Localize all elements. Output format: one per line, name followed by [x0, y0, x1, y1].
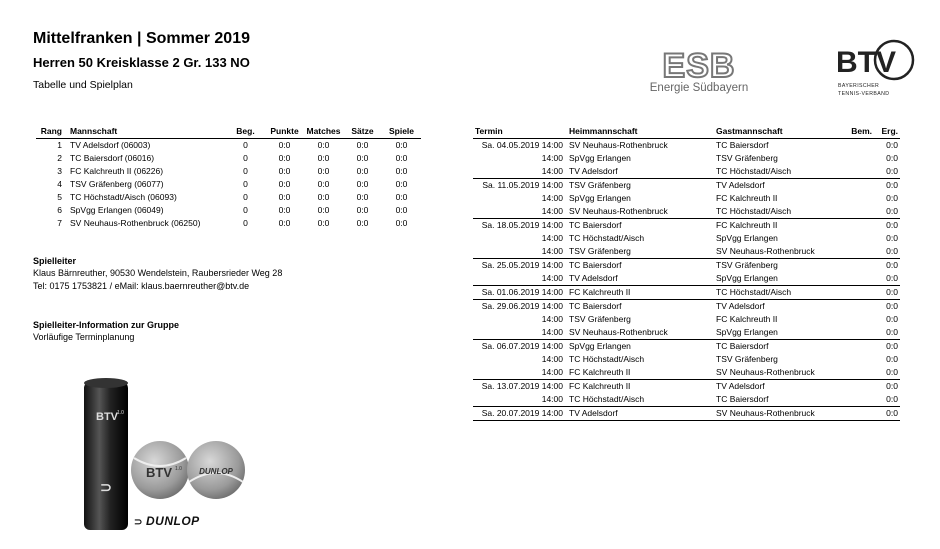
standings-row — [36, 178, 421, 191]
punkte-cell: 0:0 — [278, 166, 291, 176]
result-cell: 0:0 — [874, 219, 900, 233]
guest-team-cell: SpVgg Erlangen — [716, 233, 778, 243]
punkte-cell: 0:0 — [278, 192, 291, 202]
schedule-row — [473, 152, 900, 165]
bem-cell — [842, 192, 874, 205]
home-team-cell: TC Baiersdorf — [567, 259, 714, 273]
guest-team-cell: TSV Gräfenberg — [716, 354, 778, 364]
result-cell: 0:0 — [886, 314, 898, 324]
result-cell: 0:0 — [886, 206, 898, 216]
team-cell: SpVgg Erlangen (06049) — [70, 205, 164, 215]
team-cell: TC Baiersdorf (06016) — [70, 153, 155, 163]
result-cell: 0:0 — [886, 367, 898, 377]
ball-brand-text: DUNLOP — [199, 467, 233, 476]
bem-cell — [842, 219, 874, 233]
btv-logo — [832, 34, 918, 102]
ball-logo-number: 1.0 — [175, 466, 182, 472]
standings-row — [36, 191, 421, 204]
beg-cell: 0 — [243, 205, 248, 215]
bem-cell — [842, 353, 874, 366]
col-beg: Beg. — [226, 125, 265, 139]
punkte-cell: 0:0 — [278, 179, 291, 189]
punkte-cell: 0:0 — [278, 205, 291, 215]
result-cell: 0:0 — [886, 327, 898, 337]
schedule-row — [473, 192, 900, 205]
guest-team-cell: TV Adelsdorf — [714, 380, 842, 394]
col-punkte: Punkte — [265, 125, 304, 139]
home-team-cell: TV Adelsdorf — [569, 273, 618, 283]
matches-cell: 0:0 — [317, 140, 330, 150]
esb-logo-subtitle: Energie Südbayern — [649, 82, 749, 94]
col-spiele: Spiele — [382, 125, 421, 139]
guest-team-cell: TC Höchstadt/Aisch — [716, 206, 792, 216]
home-team-cell: TSV Gräfenberg — [567, 179, 714, 193]
schedule-row — [473, 366, 900, 380]
team-cell: TC Höchstadt/Aisch (06093) — [70, 192, 177, 202]
page-caption: Tabelle und Spielplan — [33, 79, 133, 91]
col-termin: Termin — [473, 125, 567, 139]
beg-cell: 0 — [243, 192, 248, 202]
home-team-cell: TC Baiersdorf — [567, 300, 714, 314]
schedule-row — [473, 219, 900, 233]
can-logo-text: BTV — [96, 411, 118, 423]
col-heimmannschaft: Heimmannschaft — [567, 125, 714, 139]
saetze-cell: 0:0 — [356, 192, 369, 202]
schedule-row — [473, 139, 900, 153]
schedule-row — [473, 407, 900, 421]
home-team-cell: TV Adelsdorf — [567, 407, 714, 421]
termin-cell: Sa. 01.06.2019 14:00 — [473, 286, 567, 300]
termin-cell: 14:00 — [541, 354, 563, 364]
bem-cell — [842, 272, 874, 286]
guest-team-cell: FC Kalchreuth II — [716, 314, 778, 324]
col-mannschaft: Mannschaft — [68, 125, 226, 139]
beg-cell: 0 — [243, 179, 248, 189]
esb-logo — [646, 46, 752, 94]
bem-cell — [842, 326, 874, 340]
termin-cell: Sa. 25.05.2019 14:00 — [473, 259, 567, 273]
schedule-header-row — [473, 125, 900, 139]
home-team-cell: TC Höchstadt/Aisch — [569, 233, 645, 243]
termin-cell: 14:00 — [541, 314, 563, 324]
guest-team-cell: TC Höchstadt/Aisch — [714, 286, 842, 300]
spiele-cell: 0:0 — [395, 153, 408, 163]
spiele-cell: 0:0 — [395, 192, 408, 202]
guest-team-cell: TV Adelsdorf — [714, 179, 842, 193]
col-gastmannschaft: Gastmannschaft — [714, 125, 842, 139]
home-team-cell: FC Kalchreuth II — [567, 286, 714, 300]
schedule-row — [473, 380, 900, 394]
schedule-row — [473, 245, 900, 259]
matches-cell: 0:0 — [317, 153, 330, 163]
team-cell: TSV Gräfenberg (06077) — [70, 179, 164, 189]
termin-cell: 14:00 — [541, 327, 563, 337]
home-team-cell: SpVgg Erlangen — [567, 340, 714, 354]
spiele-cell: 0:0 — [395, 179, 408, 189]
result-cell: 0:0 — [874, 139, 900, 153]
saetze-cell: 0:0 — [356, 218, 369, 228]
home-team-cell: SV Neuhaus-Rothenbruck — [569, 327, 668, 337]
result-cell: 0:0 — [874, 380, 900, 394]
termin-cell: Sa. 13.07.2019 14:00 — [473, 380, 567, 394]
guest-team-cell: TV Adelsdorf — [714, 300, 842, 314]
standings-row — [36, 152, 421, 165]
home-team-cell: TV Adelsdorf — [569, 166, 618, 176]
saetze-cell: 0:0 — [356, 205, 369, 215]
saetze-cell: 0:0 — [356, 153, 369, 163]
team-cell: SV Neuhaus-Rothenbruck (06250) — [70, 218, 201, 228]
guest-team-cell: SV Neuhaus-Rothenbruck — [716, 246, 815, 256]
schedule-row — [473, 313, 900, 326]
guest-team-cell: TSV Gräfenberg — [716, 153, 778, 163]
guest-team-cell: FC Kalchreuth II — [716, 193, 778, 203]
schedule-table — [473, 125, 900, 421]
bem-cell — [842, 165, 874, 179]
termin-cell: 14:00 — [541, 246, 563, 256]
bem-cell — [842, 245, 874, 259]
punkte-cell: 0:0 — [278, 218, 291, 228]
schedule-row — [473, 272, 900, 286]
matches-cell: 0:0 — [317, 166, 330, 176]
svg-text:⊃: ⊃ — [134, 517, 143, 528]
result-cell: 0:0 — [886, 193, 898, 203]
result-cell: 0:0 — [886, 153, 898, 163]
schedule-row — [473, 165, 900, 179]
ball-can — [84, 382, 128, 530]
result-cell: 0:0 — [874, 179, 900, 193]
bem-cell — [842, 380, 874, 394]
home-team-cell: TSV Gräfenberg — [569, 246, 631, 256]
bem-cell — [842, 407, 874, 421]
home-team-cell: SV Neuhaus-Rothenbruck — [569, 206, 668, 216]
leader-address: Klaus Bärnreuther, 90530 Wendelstein, Raubersrieder Weg 28 — [33, 268, 283, 278]
schedule-row — [473, 286, 900, 300]
home-team-cell: FC Kalchreuth II — [569, 367, 631, 377]
schedule-row — [473, 259, 900, 273]
page-title: Mittelfranken | Sommer 2019 — [33, 30, 250, 47]
schedule-row — [473, 179, 900, 193]
standings-row — [36, 139, 421, 153]
leader-contact: Tel: 0175 1753821 / eMail: klaus.baernreuther@btv.de — [33, 281, 250, 291]
home-team-cell: SpVgg Erlangen — [569, 193, 631, 203]
spiele-cell: 0:0 — [395, 166, 408, 176]
tennis-balls-image — [76, 374, 248, 534]
matches-cell: 0:0 — [317, 179, 330, 189]
home-team-cell: SV Neuhaus-Rothenbruck — [567, 139, 714, 153]
termin-cell: Sa. 20.07.2019 14:00 — [473, 407, 567, 421]
col-bem: Bem. — [842, 125, 874, 139]
btv-logo-sub1: BAYERISCHER — [838, 83, 880, 89]
schedule-row — [473, 205, 900, 219]
result-cell: 0:0 — [874, 259, 900, 273]
home-team-cell: FC Kalchreuth II — [567, 380, 714, 394]
guest-team-cell: TC Höchstadt/Aisch — [716, 166, 792, 176]
team-cell: TV Adelsdorf (06003) — [70, 140, 151, 150]
ball-logo-text: BTV — [146, 465, 172, 480]
btv-logo-sub2: TENNIS-VERBAND — [838, 91, 890, 97]
guest-team-cell: SpVgg Erlangen — [716, 273, 778, 283]
col-matches: Matches — [304, 125, 343, 139]
matches-cell: 0:0 — [317, 192, 330, 202]
termin-cell: Sa. 04.05.2019 14:00 — [473, 139, 567, 153]
rank-cell: 2 — [57, 153, 62, 163]
termin-cell: 14:00 — [541, 273, 563, 283]
result-cell: 0:0 — [886, 394, 898, 404]
standings-row — [36, 165, 421, 178]
schedule-row — [473, 232, 900, 245]
standings-row — [36, 204, 421, 217]
bem-cell — [842, 313, 874, 326]
home-team-cell: SpVgg Erlangen — [569, 153, 631, 163]
result-cell: 0:0 — [874, 340, 900, 354]
saetze-cell: 0:0 — [356, 179, 369, 189]
result-cell: 0:0 — [886, 246, 898, 256]
result-cell: 0:0 — [874, 286, 900, 300]
bem-cell — [842, 232, 874, 245]
guest-team-cell: TC Baiersdorf — [714, 139, 842, 153]
matches-cell: 0:0 — [317, 218, 330, 228]
svg-text:⊃: ⊃ — [100, 479, 112, 495]
home-team-cell: TSV Gräfenberg — [569, 314, 631, 324]
home-team-cell: TC Höchstadt/Aisch — [569, 354, 645, 364]
bem-cell — [842, 139, 874, 153]
bem-cell — [842, 393, 874, 407]
home-team-cell: TC Baiersdorf — [567, 219, 714, 233]
result-cell: 0:0 — [886, 354, 898, 364]
termin-cell: Sa. 06.07.2019 14:00 — [473, 340, 567, 354]
col-erg: Erg. — [874, 125, 900, 139]
home-team-cell: TC Höchstadt/Aisch — [569, 394, 645, 404]
standings-table — [36, 125, 421, 230]
termin-cell: 14:00 — [541, 153, 563, 163]
rank-cell: 7 — [57, 218, 62, 228]
termin-cell: Sa. 11.05.2019 14:00 — [473, 179, 567, 193]
schedule-row — [473, 326, 900, 340]
termin-cell: 14:00 — [541, 206, 563, 216]
guest-team-cell: SV Neuhaus-Rothenbruck — [714, 407, 842, 421]
guest-team-cell: TSV Gräfenberg — [714, 259, 842, 273]
guest-team-cell: SV Neuhaus-Rothenbruck — [716, 367, 815, 377]
result-cell: 0:0 — [886, 233, 898, 243]
bem-cell — [842, 152, 874, 165]
spiele-cell: 0:0 — [395, 218, 408, 228]
punkte-cell: 0:0 — [278, 153, 291, 163]
termin-cell: 14:00 — [541, 233, 563, 243]
result-cell: 0:0 — [874, 407, 900, 421]
termin-cell: Sa. 29.06.2019 14:00 — [473, 300, 567, 314]
league-title: Herren 50 Kreisklasse 2 Gr. 133 NO — [33, 55, 250, 70]
guest-team-cell: TC Baiersdorf — [714, 340, 842, 354]
schedule-row — [473, 393, 900, 407]
esb-logo-text: ESB — [662, 47, 736, 85]
termin-cell: 14:00 — [541, 394, 563, 404]
bem-cell — [842, 259, 874, 273]
schedule-row — [473, 340, 900, 354]
termin-cell: Sa. 18.05.2019 14:00 — [473, 219, 567, 233]
leader-heading: Spielleiter — [33, 256, 77, 266]
rank-cell: 5 — [57, 192, 62, 202]
bem-cell — [842, 340, 874, 354]
schedule-row — [473, 353, 900, 366]
schedule-row — [473, 300, 900, 314]
spiele-cell: 0:0 — [395, 140, 408, 150]
rank-cell: 3 — [57, 166, 62, 176]
col-saetze: Sätze — [343, 125, 382, 139]
dunlop-wordmark: DUNLOP — [146, 514, 200, 528]
bem-cell — [842, 286, 874, 300]
beg-cell: 0 — [243, 153, 248, 163]
can-logo-number: 1.0 — [117, 410, 124, 416]
bem-cell — [842, 205, 874, 219]
standings-row — [36, 217, 421, 230]
result-cell: 0:0 — [874, 300, 900, 314]
saetze-cell: 0:0 — [356, 166, 369, 176]
beg-cell: 0 — [243, 218, 248, 228]
termin-cell: 14:00 — [541, 166, 563, 176]
beg-cell: 0 — [243, 140, 248, 150]
spiele-cell: 0:0 — [395, 205, 408, 215]
btv-logo-text: BTV — [836, 46, 896, 79]
beg-cell: 0 — [243, 166, 248, 176]
bem-cell — [842, 300, 874, 314]
guest-team-cell: FC Kalchreuth II — [714, 219, 842, 233]
termin-cell: 14:00 — [541, 367, 563, 377]
rank-cell: 4 — [57, 179, 62, 189]
punkte-cell: 0:0 — [278, 140, 291, 150]
rank-cell: 6 — [57, 205, 62, 215]
result-cell: 0:0 — [886, 273, 898, 283]
team-cell: FC Kalchreuth II (06226) — [70, 166, 164, 176]
info-text: Vorläufige Terminplanung — [33, 332, 135, 342]
info-heading: Spielleiter-Information zur Gruppe — [33, 320, 180, 330]
guest-team-cell: SpVgg Erlangen — [716, 327, 778, 337]
result-cell: 0:0 — [886, 166, 898, 176]
bem-cell — [842, 366, 874, 380]
termin-cell: 14:00 — [541, 193, 563, 203]
guest-team-cell: TC Baiersdorf — [716, 394, 769, 404]
rank-cell: 1 — [57, 140, 62, 150]
bem-cell — [842, 179, 874, 193]
col-rang: Rang — [36, 125, 68, 139]
saetze-cell: 0:0 — [356, 140, 369, 150]
standings-header-row — [36, 125, 421, 139]
matches-cell: 0:0 — [317, 205, 330, 215]
